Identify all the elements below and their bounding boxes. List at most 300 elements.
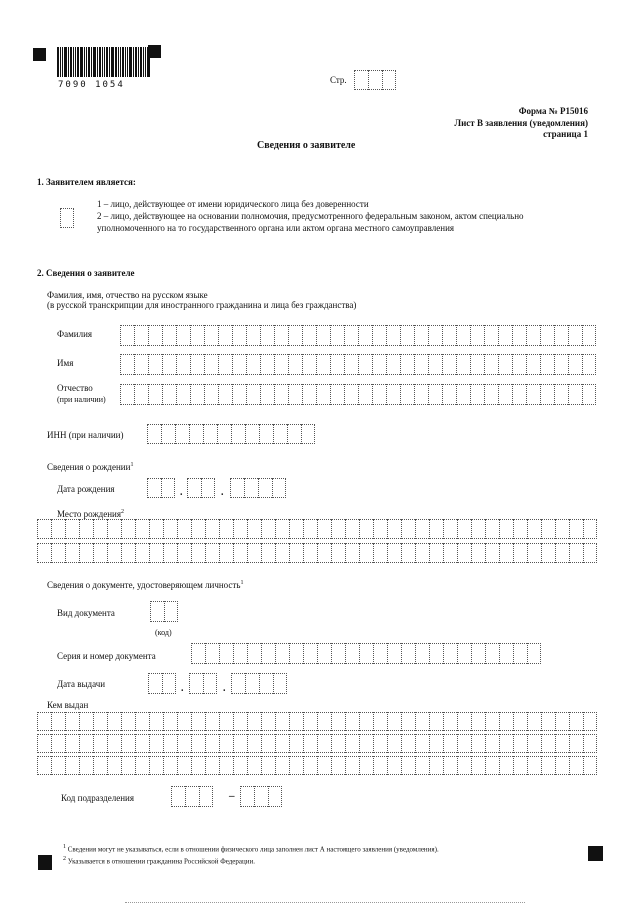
char-cell[interactable] — [164, 601, 178, 622]
char-cell[interactable] — [541, 519, 555, 539]
char-cell[interactable] — [331, 543, 345, 563]
char-cell[interactable] — [512, 354, 526, 375]
char-cell[interactable] — [244, 478, 258, 498]
char-cell[interactable] — [135, 519, 149, 539]
birth-year-field[interactable] — [230, 478, 286, 498]
char-cell[interactable] — [149, 519, 163, 539]
char-cell[interactable] — [289, 519, 303, 539]
char-cell[interactable] — [415, 712, 429, 731]
char-cell[interactable] — [387, 643, 401, 664]
char-cell[interactable] — [301, 424, 315, 444]
char-cell[interactable] — [162, 384, 176, 405]
char-cell[interactable] — [245, 424, 259, 444]
char-cell[interactable] — [540, 384, 554, 405]
char-cell[interactable] — [317, 756, 331, 775]
char-cell[interactable] — [359, 712, 373, 731]
char-cell[interactable] — [79, 756, 93, 775]
char-cell[interactable] — [354, 70, 368, 90]
char-cell[interactable] — [268, 786, 282, 807]
char-cell[interactable] — [149, 734, 163, 753]
char-cell[interactable] — [247, 712, 261, 731]
char-cell[interactable] — [317, 543, 331, 563]
char-cell[interactable] — [177, 712, 191, 731]
char-cell[interactable] — [289, 643, 303, 664]
char-cell[interactable] — [203, 424, 217, 444]
char-cell[interactable] — [147, 478, 161, 498]
char-cell[interactable] — [201, 478, 215, 498]
char-cell[interactable] — [345, 543, 359, 563]
char-cell[interactable] — [162, 673, 176, 694]
char-cell[interactable] — [443, 756, 457, 775]
char-cell[interactable] — [218, 354, 232, 375]
char-cell[interactable] — [246, 325, 260, 346]
char-cell[interactable] — [149, 756, 163, 775]
char-cell[interactable] — [303, 519, 317, 539]
char-cell[interactable] — [219, 543, 233, 563]
char-cell[interactable] — [317, 519, 331, 539]
char-cell[interactable] — [65, 519, 79, 539]
char-cell[interactable] — [401, 643, 415, 664]
dept-code-part1[interactable] — [171, 786, 213, 807]
char-cell[interactable] — [177, 543, 191, 563]
char-cell[interactable] — [163, 756, 177, 775]
char-cell[interactable] — [205, 519, 219, 539]
char-cell[interactable] — [527, 543, 541, 563]
char-cell[interactable] — [205, 756, 219, 775]
char-cell[interactable] — [134, 325, 148, 346]
char-cell[interactable] — [331, 734, 345, 753]
char-cell[interactable] — [258, 478, 272, 498]
char-cell[interactable] — [121, 543, 135, 563]
char-cell[interactable] — [428, 354, 442, 375]
char-cell[interactable] — [149, 712, 163, 731]
char-cell[interactable] — [569, 712, 583, 731]
char-cell[interactable] — [275, 756, 289, 775]
char-cell[interactable] — [107, 734, 121, 753]
char-cell[interactable] — [65, 734, 79, 753]
char-cell[interactable] — [526, 384, 540, 405]
char-cell[interactable] — [107, 543, 121, 563]
char-cell[interactable] — [457, 734, 471, 753]
char-cell[interactable] — [274, 325, 288, 346]
char-cell[interactable] — [203, 673, 217, 694]
char-cell[interactable] — [359, 734, 373, 753]
char-cell[interactable] — [176, 325, 190, 346]
char-cell[interactable] — [135, 712, 149, 731]
char-cell[interactable] — [456, 384, 470, 405]
char-cell[interactable] — [317, 734, 331, 753]
char-cell[interactable] — [387, 712, 401, 731]
char-cell[interactable] — [358, 384, 372, 405]
char-cell[interactable] — [499, 756, 513, 775]
char-cell[interactable] — [568, 384, 582, 405]
char-cell[interactable] — [498, 354, 512, 375]
char-cell[interactable] — [302, 354, 316, 375]
char-cell[interactable] — [484, 354, 498, 375]
char-cell[interactable] — [512, 384, 526, 405]
char-cell[interactable] — [429, 519, 443, 539]
char-cell[interactable] — [583, 756, 597, 775]
char-cell[interactable] — [471, 519, 485, 539]
char-cell[interactable] — [373, 756, 387, 775]
page-number-field[interactable] — [354, 70, 396, 90]
char-cell[interactable] — [527, 734, 541, 753]
char-cell[interactable] — [37, 756, 51, 775]
char-cell[interactable] — [121, 756, 135, 775]
birth-place-field-row1[interactable] — [37, 519, 597, 539]
char-cell[interactable] — [79, 712, 93, 731]
char-cell[interactable] — [163, 519, 177, 539]
char-cell[interactable] — [485, 712, 499, 731]
char-cell[interactable] — [272, 478, 286, 498]
char-cell[interactable] — [232, 354, 246, 375]
char-cell[interactable] — [583, 734, 597, 753]
char-cell[interactable] — [429, 543, 443, 563]
char-cell[interactable] — [259, 424, 273, 444]
char-cell[interactable] — [457, 643, 471, 664]
doc-type-field[interactable] — [150, 601, 178, 622]
char-cell[interactable] — [499, 734, 513, 753]
char-cell[interactable] — [245, 673, 259, 694]
char-cell[interactable] — [134, 384, 148, 405]
char-cell[interactable] — [568, 354, 582, 375]
char-cell[interactable] — [428, 384, 442, 405]
char-cell[interactable] — [457, 543, 471, 563]
char-cell[interactable] — [373, 734, 387, 753]
char-cell[interactable] — [485, 519, 499, 539]
char-cell[interactable] — [316, 354, 330, 375]
char-cell[interactable] — [443, 543, 457, 563]
char-cell[interactable] — [499, 543, 513, 563]
char-cell[interactable] — [415, 519, 429, 539]
char-cell[interactable] — [401, 734, 415, 753]
char-cell[interactable] — [470, 325, 484, 346]
char-cell[interactable] — [79, 543, 93, 563]
name-field[interactable] — [120, 354, 596, 375]
char-cell[interactable] — [260, 354, 274, 375]
char-cell[interactable] — [555, 519, 569, 539]
char-cell[interactable] — [583, 519, 597, 539]
char-cell[interactable] — [317, 712, 331, 731]
char-cell[interactable] — [415, 643, 429, 664]
char-cell[interactable] — [219, 519, 233, 539]
char-cell[interactable] — [187, 478, 201, 498]
char-cell[interactable] — [401, 756, 415, 775]
char-cell[interactable] — [231, 673, 245, 694]
char-cell[interactable] — [316, 325, 330, 346]
char-cell[interactable] — [219, 734, 233, 753]
char-cell[interactable] — [555, 543, 569, 563]
char-cell[interactable] — [569, 543, 583, 563]
char-cell[interactable] — [414, 354, 428, 375]
char-cell[interactable] — [400, 384, 414, 405]
char-cell[interactable] — [429, 756, 443, 775]
char-cell[interactable] — [191, 734, 205, 753]
char-cell[interactable] — [191, 643, 205, 664]
char-cell[interactable] — [359, 756, 373, 775]
char-cell[interactable] — [387, 734, 401, 753]
char-cell[interactable] — [261, 712, 275, 731]
char-cell[interactable] — [163, 712, 177, 731]
char-cell[interactable] — [568, 325, 582, 346]
char-cell[interactable] — [302, 384, 316, 405]
char-cell[interactable] — [205, 543, 219, 563]
char-cell[interactable] — [359, 643, 373, 664]
char-cell[interactable] — [372, 354, 386, 375]
issue-year-field[interactable] — [231, 673, 287, 694]
char-cell[interactable] — [317, 643, 331, 664]
char-cell[interactable] — [498, 325, 512, 346]
char-cell[interactable] — [368, 70, 382, 90]
birth-place-field-row2[interactable] — [37, 543, 597, 563]
char-cell[interactable] — [485, 756, 499, 775]
char-cell[interactable] — [205, 712, 219, 731]
char-cell[interactable] — [233, 756, 247, 775]
char-cell[interactable] — [499, 712, 513, 731]
char-cell[interactable] — [345, 734, 359, 753]
char-cell[interactable] — [471, 734, 485, 753]
char-cell[interactable] — [289, 543, 303, 563]
char-cell[interactable] — [527, 712, 541, 731]
char-cell[interactable] — [344, 325, 358, 346]
char-cell[interactable] — [401, 519, 415, 539]
char-cell[interactable] — [330, 354, 344, 375]
char-cell[interactable] — [247, 643, 261, 664]
char-cell[interactable] — [415, 734, 429, 753]
char-cell[interactable] — [191, 519, 205, 539]
char-cell[interactable] — [219, 756, 233, 775]
char-cell[interactable] — [261, 734, 275, 753]
char-cell[interactable] — [303, 543, 317, 563]
char-cell[interactable] — [289, 734, 303, 753]
char-cell[interactable] — [275, 643, 289, 664]
char-cell[interactable] — [275, 712, 289, 731]
char-cell[interactable] — [414, 384, 428, 405]
char-cell[interactable] — [230, 478, 244, 498]
char-cell[interactable] — [107, 756, 121, 775]
char-cell[interactable] — [386, 384, 400, 405]
char-cell[interactable] — [275, 519, 289, 539]
applicant-type-field[interactable] — [60, 208, 74, 228]
char-cell[interactable] — [303, 712, 317, 731]
char-cell[interactable] — [569, 734, 583, 753]
char-cell[interactable] — [303, 756, 317, 775]
char-cell[interactable] — [499, 643, 513, 664]
doc-series-field[interactable] — [191, 643, 541, 664]
char-cell[interactable] — [569, 519, 583, 539]
char-cell[interactable] — [60, 208, 74, 228]
char-cell[interactable] — [303, 734, 317, 753]
char-cell[interactable] — [382, 70, 396, 90]
char-cell[interactable] — [260, 325, 274, 346]
char-cell[interactable] — [148, 673, 162, 694]
char-cell[interactable] — [177, 734, 191, 753]
char-cell[interactable] — [582, 354, 596, 375]
char-cell[interactable] — [232, 384, 246, 405]
inn-field[interactable] — [147, 424, 315, 444]
char-cell[interactable] — [470, 384, 484, 405]
char-cell[interactable] — [540, 325, 554, 346]
char-cell[interactable] — [373, 519, 387, 539]
char-cell[interactable] — [289, 756, 303, 775]
char-cell[interactable] — [471, 712, 485, 731]
issue-day-field[interactable] — [148, 673, 176, 694]
char-cell[interactable] — [541, 734, 555, 753]
char-cell[interactable] — [512, 325, 526, 346]
char-cell[interactable] — [287, 424, 301, 444]
char-cell[interactable] — [218, 325, 232, 346]
char-cell[interactable] — [554, 325, 568, 346]
char-cell[interactable] — [555, 734, 569, 753]
char-cell[interactable] — [484, 384, 498, 405]
char-cell[interactable] — [582, 325, 596, 346]
char-cell[interactable] — [387, 519, 401, 539]
birth-month-field[interactable] — [187, 478, 215, 498]
char-cell[interactable] — [387, 543, 401, 563]
char-cell[interactable] — [233, 712, 247, 731]
char-cell[interactable] — [233, 734, 247, 753]
char-cell[interactable] — [204, 384, 218, 405]
char-cell[interactable] — [485, 734, 499, 753]
char-cell[interactable] — [261, 543, 275, 563]
char-cell[interactable] — [162, 325, 176, 346]
char-cell[interactable] — [583, 543, 597, 563]
char-cell[interactable] — [373, 543, 387, 563]
char-cell[interactable] — [51, 734, 65, 753]
char-cell[interactable] — [233, 543, 247, 563]
char-cell[interactable] — [37, 712, 51, 731]
char-cell[interactable] — [555, 712, 569, 731]
char-cell[interactable] — [359, 543, 373, 563]
char-cell[interactable] — [582, 384, 596, 405]
char-cell[interactable] — [37, 519, 51, 539]
char-cell[interactable] — [428, 325, 442, 346]
char-cell[interactable] — [513, 519, 527, 539]
char-cell[interactable] — [414, 325, 428, 346]
char-cell[interactable] — [331, 712, 345, 731]
issued-by-field-row3[interactable] — [37, 756, 597, 775]
char-cell[interactable] — [148, 384, 162, 405]
char-cell[interactable] — [176, 354, 190, 375]
char-cell[interactable] — [554, 384, 568, 405]
char-cell[interactable] — [246, 384, 260, 405]
char-cell[interactable] — [65, 712, 79, 731]
char-cell[interactable] — [288, 384, 302, 405]
char-cell[interactable] — [443, 734, 457, 753]
char-cell[interactable] — [457, 712, 471, 731]
char-cell[interactable] — [330, 325, 344, 346]
char-cell[interactable] — [429, 712, 443, 731]
char-cell[interactable] — [147, 424, 161, 444]
char-cell[interactable] — [358, 325, 372, 346]
char-cell[interactable] — [175, 424, 189, 444]
char-cell[interactable] — [93, 756, 107, 775]
char-cell[interactable] — [121, 712, 135, 731]
char-cell[interactable] — [217, 424, 231, 444]
char-cell[interactable] — [51, 519, 65, 539]
char-cell[interactable] — [554, 354, 568, 375]
char-cell[interactable] — [400, 354, 414, 375]
char-cell[interactable] — [150, 601, 164, 622]
issue-month-field[interactable] — [189, 673, 217, 694]
char-cell[interactable] — [190, 384, 204, 405]
char-cell[interactable] — [246, 354, 260, 375]
char-cell[interactable] — [190, 325, 204, 346]
char-cell[interactable] — [527, 643, 541, 664]
char-cell[interactable] — [471, 756, 485, 775]
char-cell[interactable] — [177, 756, 191, 775]
char-cell[interactable] — [231, 424, 245, 444]
char-cell[interactable] — [484, 325, 498, 346]
char-cell[interactable] — [443, 712, 457, 731]
birth-day-field[interactable] — [147, 478, 175, 498]
char-cell[interactable] — [513, 712, 527, 731]
char-cell[interactable] — [93, 712, 107, 731]
char-cell[interactable] — [400, 325, 414, 346]
char-cell[interactable] — [233, 519, 247, 539]
char-cell[interactable] — [134, 354, 148, 375]
char-cell[interactable] — [247, 519, 261, 539]
char-cell[interactable] — [171, 786, 185, 807]
char-cell[interactable] — [302, 325, 316, 346]
char-cell[interactable] — [232, 325, 246, 346]
char-cell[interactable] — [443, 643, 457, 664]
char-cell[interactable] — [247, 734, 261, 753]
char-cell[interactable] — [274, 354, 288, 375]
char-cell[interactable] — [240, 786, 254, 807]
char-cell[interactable] — [288, 354, 302, 375]
issued-by-field-row2[interactable] — [37, 734, 597, 753]
char-cell[interactable] — [120, 354, 134, 375]
char-cell[interactable] — [191, 712, 205, 731]
char-cell[interactable] — [254, 786, 268, 807]
char-cell[interactable] — [415, 756, 429, 775]
char-cell[interactable] — [135, 734, 149, 753]
issued-by-field-row1[interactable] — [37, 712, 597, 731]
char-cell[interactable] — [541, 756, 555, 775]
char-cell[interactable] — [316, 384, 330, 405]
char-cell[interactable] — [331, 519, 345, 539]
char-cell[interactable] — [429, 734, 443, 753]
char-cell[interactable] — [37, 734, 51, 753]
char-cell[interactable] — [65, 756, 79, 775]
char-cell[interactable] — [526, 325, 540, 346]
char-cell[interactable] — [331, 643, 345, 664]
char-cell[interactable] — [185, 786, 199, 807]
char-cell[interactable] — [344, 384, 358, 405]
char-cell[interactable] — [373, 712, 387, 731]
char-cell[interactable] — [93, 543, 107, 563]
char-cell[interactable] — [107, 519, 121, 539]
char-cell[interactable] — [149, 543, 163, 563]
char-cell[interactable] — [401, 543, 415, 563]
char-cell[interactable] — [540, 354, 554, 375]
char-cell[interactable] — [121, 519, 135, 539]
char-cell[interactable] — [275, 543, 289, 563]
char-cell[interactable] — [79, 519, 93, 539]
char-cell[interactable] — [261, 519, 275, 539]
char-cell[interactable] — [471, 643, 485, 664]
char-cell[interactable] — [387, 756, 401, 775]
char-cell[interactable] — [288, 325, 302, 346]
char-cell[interactable] — [93, 734, 107, 753]
char-cell[interactable] — [289, 712, 303, 731]
char-cell[interactable] — [429, 643, 443, 664]
char-cell[interactable] — [372, 384, 386, 405]
char-cell[interactable] — [190, 354, 204, 375]
char-cell[interactable] — [191, 543, 205, 563]
char-cell[interactable] — [513, 543, 527, 563]
